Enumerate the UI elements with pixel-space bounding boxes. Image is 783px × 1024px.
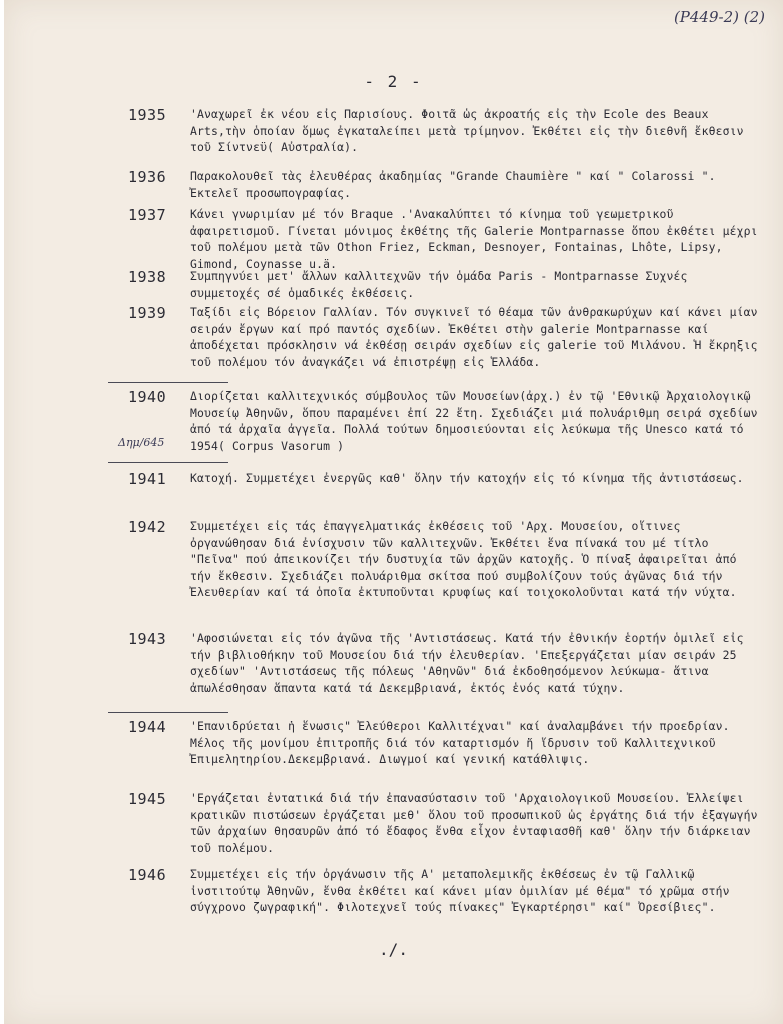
entry-text: 'Εργάζεται ἐντατικά διά τήν ἐπανασύστασιν τοῦ 'Αρχαιολογικοῦ Μουσείου. Ἐλλείψει κρατικῶν πιστώσεων ἐργάζεται μεθ' ὅλου τοῦ προσωπικοῦ ὡς ἐργάτης διά τήν ἐξαγωγήν τῶν ἀρχαίων θησαυρῶν ἀπό τό ἔδαφος ἔνθα εἶχον ἐνταφιασθῆ καθ' ὅλην τήν διάρκειαν τοῦ πολέμου. bbox=[190, 791, 758, 855]
entry-year: 1941 bbox=[128, 470, 167, 488]
entry-year: 1937 bbox=[128, 206, 167, 224]
entry-text: Παρακολουθεῖ τὰς ἐλευθέρας ἀκαδημίας "Grande Chaumière " καί " Colarossi ". Ἐκτελεῖ προσωπογραφίας. bbox=[190, 169, 716, 200]
margin-note: Δημ/645 bbox=[118, 436, 165, 449]
section-divider bbox=[108, 462, 228, 463]
entry-year: 1939 bbox=[128, 304, 167, 322]
entry-text: Συμμετέχει εἰς τήν ὀργάνωσιν τῆς Α' μεταπολεμικῆς ἐκθέσεως ἐν τῷ Γαλλικῷ ἰνστιτούτῳ Ἀθηνῶν, ἔνθα ἐκθέτει καί κάνει μίαν ὁμιλίαν μέ θέμα" τό χρῶμα στήν σύγχρονο ζωγραφική". Φιλοτεχνεῖ τούς πίνακες" Ἐγκαρτέρησι" καί" Ὀρεσίβιες". bbox=[190, 867, 730, 915]
document-page bbox=[4, 0, 783, 1024]
entry-year: 1940 bbox=[128, 388, 167, 406]
entry-year: 1943 bbox=[128, 630, 167, 648]
entry-text: Διορίζεται καλλιτεχνικός σύμβουλος τῶν Μουσείων(ἀρχ.) ἐν τῷ 'Εθνικῷ Ἀρχαιολογικῷ Μουσείῳ Ἀθηνῶν, ὅπου παραμένει ἐπί 22 ἔτη. Σχεδιάζει μιά πολυάριθμη σειρά σχεδίων ἀπό τά ἀρχαῖα ἀγγεῖα. Πολλά τούτων δημοσιεύονται εἰς λεύκωμα τῆς Unesco κατά τό 1954( Corpus Vasorum ) bbox=[190, 389, 758, 453]
entry-text: Συμμετέχει εἰς τάς ἐπαγγελματικάς ἐκθέσεις τοῦ 'Αρχ. Μουσείου, οἵτινες ὀργανώθησαν διά ἐνίσχυσιν τῶν καλλιτεχνῶν. Ἐκθέτει ἕνα πίνακά του μέ τίτλο "Πεῖνα" πού ἀπεικονίζει τήν δυστυχία τῶν ἀρχῶν κατοχῆς. Ὁ πίναξ ἀφαιρεῖται ἀπό τήν ἔκθεσιν. Σχεδιάζει πολυάριθμα σκίτσα πού συμβολίζουν τούς ἀγῶνας διά τήν Ἐλευθερίαν καί τά ὁποῖα ἐκτυποῦνται κρυφίως καί τοιχοκολοῦνται κατά τήν νύχτα. bbox=[190, 519, 737, 600]
entry-text: Κατοχή. Συμμετέχει ἐνεργῶς καθ' ὅλην τήν κατοχήν εἰς τό κίνημα τῆς ἀντιστάσεως. bbox=[190, 471, 744, 485]
entry-text: Ταξίδι εἰς Βόρειον Γαλλίαν. Τόν συγκινεῖ τό θέαμα τῶν ἀνθρακωρύχων καί κάνει μίαν σειράν ἔργων καί πρό παντός σχεδίων. Ἐκθέτει στὴν galerie Montparnasse καί ἀποδέχεται πρόσκλησιν νά ἐκθέσῃ σειράν σχεδίων εἰς galerie τοῦ Μιλάνου. Ἡ ἔκρηξις τοῦ πολέμου τόν ἀναγκάζει νά ἐπιστρέψῃ εἰς Ἑλλάδα. bbox=[190, 305, 758, 369]
entry-year: 1938 bbox=[128, 268, 167, 286]
section-divider bbox=[108, 382, 228, 383]
entry-text: 'Αναχωρεῖ ἐκ νέου εἰς Παρισίους. Φοιτᾶ ὡς ἀκροατής εἰς τὴν Ecole des Beaux Arts,τὴν ὁποίαν ὅμως ἐγκαταλείπει μετὰ τρίμηνον. Ἐκθέτει εἰς τὴν διεθνῆ ἔκθεσιν τοῦ Σίντνεϋ( Αὐστραλία). bbox=[190, 107, 744, 155]
section-divider bbox=[108, 712, 228, 713]
entry-year: 1936 bbox=[128, 168, 167, 186]
entry-text: 'Επανιδρύεται ἡ ἕνωσις" Ἐλεύθεροι Καλλιτέχναι" καί ἀναλαμβάνει τήν προεδρίαν. Μέλος τῆς μονίμου ἐπιτροπῆς διά τόν καταρτισμόν ἤ ἵδρυσιν τοῦ Καλλιτεχνικοῦ Ἐπιμελητηρίου.Δεκεμβριανά. Διωγμοί καί γενική κατάθλιψις. bbox=[190, 719, 730, 767]
entry-year: 1942 bbox=[128, 518, 167, 536]
entry-text: Συμπηγνύει μετ' ἄλλων καλλιτεχνῶν τήν ὁμάδα Paris - Montparnasse Συχνές συμμετοχές σέ ὁμαδικές ἐκθέσεις. bbox=[190, 269, 688, 300]
entry-year: 1944 bbox=[128, 718, 167, 736]
archive-annotation: (Ρ449-2) (2) bbox=[673, 8, 765, 26]
continuation-mark: ./. bbox=[379, 940, 408, 959]
entry-text: 'Αφοσιώνεται εἰς τόν ἀγῶνα τῆς 'Αντιστάσεως. Κατά τήν ἐθνικήν ἑορτήν ὁμιλεῖ εἰς τήν βιβλιοθήκην τοῦ Μουσείου διά τήν ἐλευθερίαν. 'Επεξεργάζεται μίαν σειράν 25 σχεδίων" 'Αντιστάσεως τῆς πόλεως 'Αθηνῶν" διά ἐκδοθησόμενον λεύκωμα- ἅτινα ἀπωλέσθησαν ἅπαντα κατά τά Δεκεμβριανά, ἐκτός ἑνός κατά τύχην. bbox=[190, 631, 744, 695]
page-number: - 2 - bbox=[364, 72, 423, 91]
entry-year: 1935 bbox=[128, 106, 167, 124]
entry-text: Κάνει γνωριμίαν μέ τόν Braque .'Ανακαλύπτει τό κίνημα τοῦ γεωμετρικοῦ ἀφαιρετισμοῦ. Γίνεται μόνιμος ἐκθέτης τῆς Galerie Montparnasse ὅπου ἐκθέτει μέχρι τοῦ πολέμου μετὰ τῶν Othon Friez, Eckman, Desnoyer, Fontainas, Lhôte, Lipsy, Gimond, Coynasse u.ä. bbox=[190, 207, 758, 271]
entry-year: 1945 bbox=[128, 790, 167, 808]
entry-year: 1946 bbox=[128, 866, 167, 884]
